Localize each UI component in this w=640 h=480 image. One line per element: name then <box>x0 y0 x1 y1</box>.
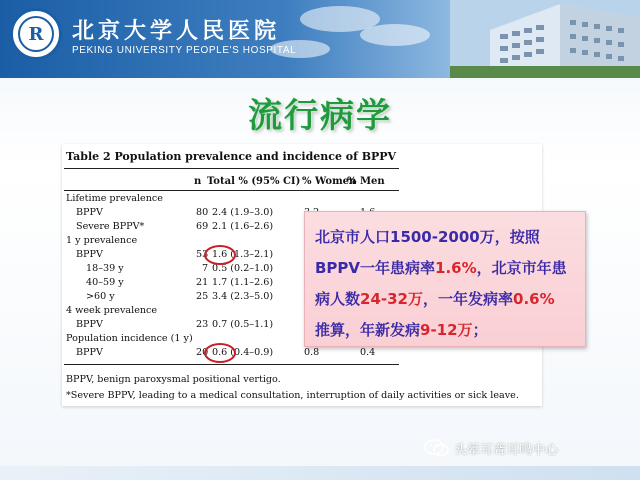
callout-text: 北京市人口1500-2000万，按照 <box>315 228 540 246</box>
callout-line <box>315 222 577 253</box>
cloud-decoration <box>360 24 430 46</box>
cell-total: 3.4 (2.3–5.0) <box>212 291 274 302</box>
cell-n: 53 <box>196 249 209 260</box>
callout-text: BPPV一年患病率 <box>315 259 436 277</box>
hospital-seal-icon: R <box>18 16 54 52</box>
cell-total: 0.5 (0.2–1.0) <box>212 263 274 274</box>
table-rule <box>64 364 399 365</box>
row-label: BPPV <box>76 347 103 358</box>
callout-highlight: 0.6% <box>513 290 555 308</box>
row-label: 1 y prevalence <box>66 235 138 246</box>
callout-line <box>315 253 577 284</box>
callout-text: 病人数 <box>315 290 361 308</box>
col-header-men: % Men <box>347 176 385 187</box>
col-header-n: n <box>194 176 202 187</box>
table-rule <box>64 168 399 169</box>
callout-line <box>315 284 577 315</box>
cell-n: 80 <box>196 207 209 218</box>
row-label: BPPV <box>76 249 103 260</box>
watermark <box>424 438 558 458</box>
hospital-name-cn: 北京大学人民医院 <box>72 18 281 44</box>
row-label: Lifetime prevalence <box>66 193 163 204</box>
row-label: >60 y <box>86 291 115 302</box>
cell-n: 25 <box>196 291 209 302</box>
row-label: 18–39 y <box>86 263 124 274</box>
callout-highlight: 9-12万 <box>420 321 473 339</box>
cell-n: 21 <box>196 277 209 288</box>
row-label: 40–59 y <box>86 277 124 288</box>
cell-total: 2.4 (1.9–3.0) <box>212 207 274 218</box>
callout-text: ，一年发病率 <box>423 290 514 308</box>
highlight-circle <box>204 245 236 265</box>
hospital-logo <box>10 8 62 60</box>
table-row <box>62 193 542 207</box>
wechat-icon <box>424 438 450 458</box>
hospital-building-image <box>450 0 640 78</box>
row-label: BPPV <box>76 319 103 330</box>
highlight-circle <box>204 343 236 363</box>
row-label: Population incidence (1 y) <box>66 333 193 344</box>
table-footnote: BPPV, benign paroxysmal positional vertigo. <box>66 374 281 385</box>
header-banner <box>0 0 640 78</box>
col-header-total: Total % (95% CI) <box>207 176 301 187</box>
callout-highlight: 1.6% <box>435 259 477 277</box>
cell-n: 20 <box>196 347 209 358</box>
cell-n: 69 <box>196 221 209 232</box>
cell-total: 1.7 (1.1–2.6) <box>212 277 274 288</box>
callout-text: 推算，年新发病 <box>315 321 421 339</box>
table-footnote: *Severe BPPV, leading to a medical consultation, interruption of daily activities or sick leave. <box>66 390 519 401</box>
row-label: Severe BPPV* <box>76 221 145 232</box>
callout-line <box>315 315 577 346</box>
cell-n: 23 <box>196 319 209 330</box>
cell-total: 2.1 (1.6–2.6) <box>212 221 274 232</box>
epidemiology-callout <box>304 211 586 347</box>
col-header-women: % Women <box>302 176 357 187</box>
slide-title: 流行病学 <box>248 96 392 136</box>
cell-total: 1.6 (1.3–2.1) <box>212 249 274 260</box>
cell-n: 7 <box>202 263 209 274</box>
callout-text: ，北京市年患 <box>476 259 567 277</box>
row-label: 4 week prevalence <box>66 305 158 316</box>
table-caption: Table 2 Population prevalence and incidence of BPPV <box>66 150 397 163</box>
callout-text: ； <box>472 321 488 339</box>
callout-highlight: 24-32万 <box>360 290 423 308</box>
hospital-name-en: PEKING UNIVERSITY PEOPLE'S HOSPITAL <box>72 45 297 56</box>
cell-men: 0.4 <box>360 347 376 358</box>
cell-total: 0.7 (0.5–1.1) <box>212 319 274 330</box>
watermark-text: 头晕耳聋耳鸣中心 <box>454 442 559 458</box>
footer-bar <box>0 466 640 480</box>
cell-total: 0.6 (0.4–0.9) <box>212 347 274 358</box>
table-row <box>62 347 542 361</box>
table-rule <box>64 190 399 191</box>
cell-women: 0.8 <box>304 347 320 358</box>
row-label: BPPV <box>76 207 103 218</box>
